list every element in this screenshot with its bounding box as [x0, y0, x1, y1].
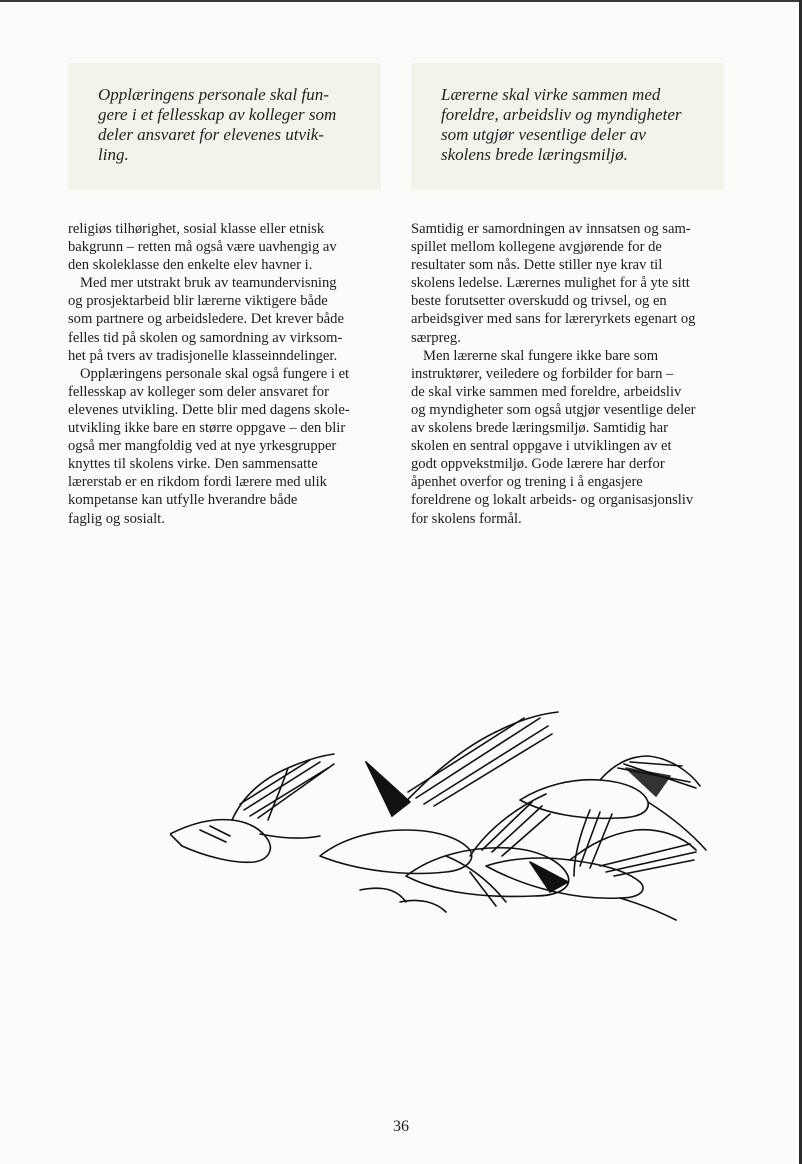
text-line: som partnere og arbeidsledere. Det krever både: [68, 311, 344, 328]
body-column-right: [411, 220, 731, 528]
text-line: Men lærerne skal fungere ikke bare som: [423, 347, 659, 364]
text-line: beste forutsetter overskudd og trivsel, og en: [411, 293, 667, 310]
text-line: av skolens brede læringsmiljø. Samtidig har: [411, 420, 668, 437]
pull-quote-line: deler ansvaret for elevenes utvik-: [98, 125, 324, 144]
text-line: særpreg.: [411, 329, 461, 346]
pull-quote-left: [68, 63, 381, 190]
pull-quote-line: Lærerne skal virke sammen med: [441, 85, 661, 104]
text-line: åpenhet overfor og trening i å engasjere: [411, 474, 643, 491]
text-line: arbeidsgiver med sans for læreryrkets egenart og: [411, 311, 696, 328]
text-line: elevenes utvikling. Dette blir med dagens skole-: [68, 401, 350, 418]
text-line: fellesskap av kolleger som deler ansvaret for: [68, 383, 329, 400]
paragraph: [411, 347, 731, 528]
paragraph: [68, 274, 388, 364]
text-line: og myndigheter som også utgjør vesentlige deler: [411, 401, 696, 418]
goose-center-left: [320, 712, 558, 906]
goose-center: [400, 794, 569, 912]
text-line: Samtidig er samordningen av innsatsen og sam-: [411, 221, 691, 237]
text-line: de skal virke sammen med foreldre, arbeidsliv: [411, 383, 682, 400]
paragraph: [68, 220, 388, 274]
text-line: lærerstab er en rikdom fordi lærere med ulik: [68, 474, 327, 491]
text-line: het på tvers av tradisjonelle klasseinndelinger.: [68, 347, 338, 364]
text-line: også mer mangfoldig ved at nye yrkesgrupper: [68, 438, 337, 455]
text-line: foreldrene og lokalt arbeids- og organisasjonsliv: [411, 492, 694, 509]
text-line: spillet mellom kollegene avgjørende for de: [411, 239, 662, 256]
flying-geese-icon: [170, 706, 730, 926]
pull-quote-line: som utgjør vesentlige deler av: [441, 125, 646, 144]
pull-quote-line: Opplæringens personale skal fun-: [98, 85, 329, 104]
pull-quote-right: [411, 63, 724, 190]
paragraph: [411, 220, 731, 347]
text-line: den skoleklasse den enkelte elev havner i.: [68, 257, 313, 274]
text-line: knyttes til skolens virke. Den sammensatte: [68, 456, 318, 473]
text-line: skolens ledelse. Lærernes mulighet for å yte sitt: [411, 275, 690, 292]
pull-quote-line: ling.: [98, 145, 129, 164]
text-line: skolen en sentral oppgave i utviklingen av et: [411, 438, 672, 455]
text-line: instruktører, veiledere og forbilder for barn –: [411, 365, 674, 382]
text-line: felles tid på skolen og samordning av virksom-: [68, 329, 343, 346]
text-line: religiøs tilhørighet, sosial klasse eller etnisk: [68, 221, 325, 237]
text-line: utvikling ikke bare en større oppgave – den blir: [68, 420, 346, 437]
pull-quote-line: gere i et fellesskap av kolleger som: [98, 105, 337, 124]
body-column-left: [68, 220, 388, 528]
text-line: Med mer utstrakt bruk av teamundervisning: [80, 275, 337, 292]
text-line: kompetanse kan utfylle hverandre både: [68, 492, 298, 509]
pull-quote-line: skolens brede læringsmiljø.: [441, 145, 628, 164]
text-line: Opplæringens personale skal også fungere i et: [80, 365, 350, 382]
page-number: 36: [393, 1118, 409, 1135]
paragraph: [68, 365, 388, 528]
text-line: og prosjektarbeid blir lærerne viktigere både: [68, 293, 328, 310]
goose-left: [170, 754, 334, 862]
top-border: [0, 0, 802, 2]
text-line: for skolens formål.: [411, 510, 522, 527]
pull-quote-line: foreldre, arbeidsliv og myndigheter: [441, 105, 682, 124]
text-line: bakgrunn – retten må også være uavhengig av: [68, 239, 337, 256]
text-line: godt oppvekstmiljø. Gode lærere har derfor: [411, 456, 665, 473]
text-line: faglig og sosialt.: [68, 510, 165, 527]
text-line: resultater som nås. Dette stiller nye krav til: [411, 257, 663, 274]
